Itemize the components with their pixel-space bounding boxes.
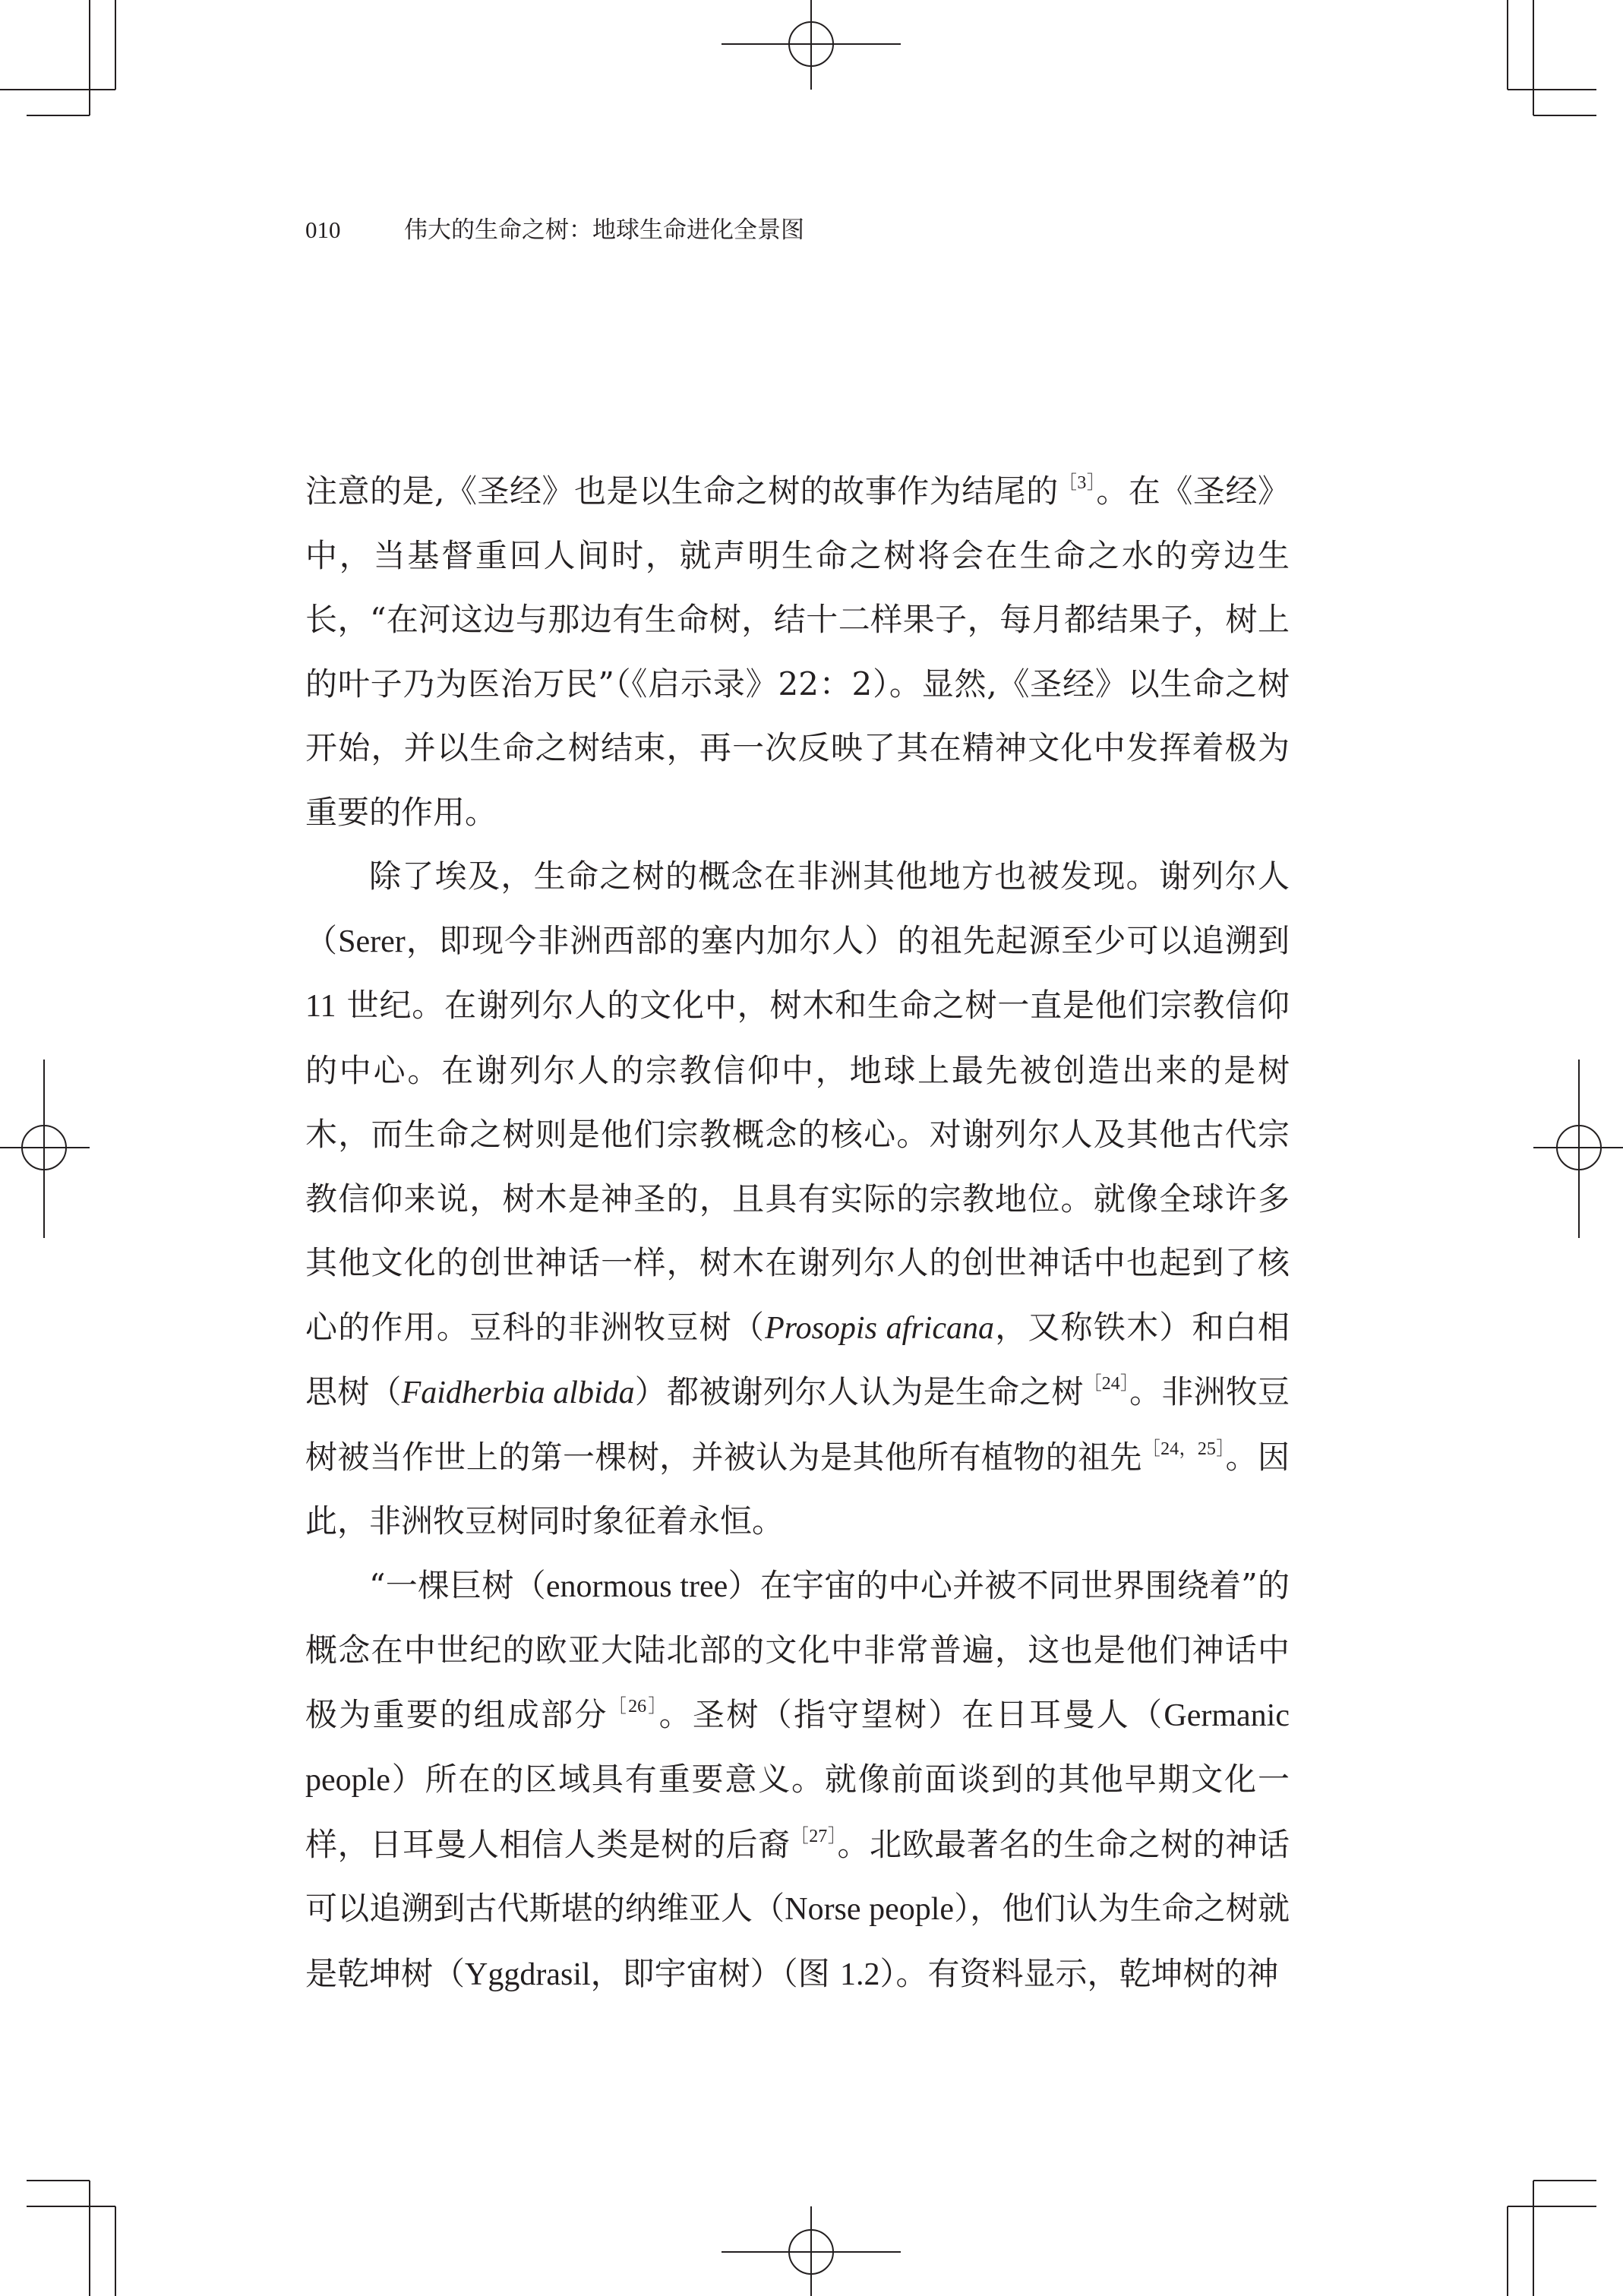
latin-term: Norse people — [785, 1892, 955, 1927]
citation-ref: ［24］ — [1083, 1374, 1130, 1394]
latin-term: 1.2 — [840, 1956, 880, 1992]
body-text — [305, 460, 1290, 2007]
running-header — [305, 211, 804, 249]
species-name: Faidherbia albida — [401, 1375, 635, 1410]
text-run: ）。有资料显示，乾坤树的神 — [879, 1954, 1279, 1992]
text-run: ），他们认为生命之树就是乾坤树（ — [305, 1890, 1290, 1992]
latin-term: Serer — [338, 924, 406, 959]
latin-term: Yggdrasil — [465, 1956, 591, 1992]
latin-term: enormous tree — [545, 1568, 728, 1604]
book-title: 伟大的生命之树：地球生命进化全景图 — [404, 216, 804, 244]
text-run: 世纪。在谢列尔人的文化中，树木和生命之树一直是他们宗教信仰的中心。在谢列尔人的宗教信仰中，地球上最先被创造出来的是树木，而生命之树则是他们宗教概念的核心。对谢列尔人及其他古代宗教信仰来说，树木是神圣的，且具有实际的宗教地位。就像全球许多其他文化的创世神话一样，树木在谢列尔人的创世神话中也起到了核心的作用。豆科的非洲牧豆树（ — [305, 987, 1290, 1346]
page-number: 010 — [305, 216, 341, 243]
text-run: 注意的是,《圣经》也是以生命之树的故事作为结尾的 — [305, 472, 1059, 510]
citation-ref: ［27］ — [790, 1826, 838, 1846]
text-run: ）都被谢列尔人认为是生命之树 — [634, 1373, 1084, 1410]
text-run: 。非洲牧豆树被当作世上的第一棵树，并被认为是其他所有植物的祖先 — [305, 1373, 1290, 1476]
text-run: ，又称铁木）和白相思树（ — [305, 1308, 1290, 1410]
text-run: 。在《圣经》中，当基督重回人间时，就声明生命之树将会在生命之水的旁边生长，“在河这边与那边有生命树，结十二样果子，每月都结果子，树上的叶子乃为医治万民”（《启示录》22：2）。显然,《圣经》以生命之树开始，并以生命之树结束，再一次反映了其在精神文化中发挥着极为重要的作用。 — [305, 472, 1290, 831]
text-run: ）在宇宙的中心并被不同世界围绕着”的概念在中世纪的欧亚大陆北部的文化中非常普遍，这也是他们神话中极为重要的组成部分 — [305, 1566, 1290, 1733]
text-run: 。圣树（指守望树）在日耳曼人（ — [658, 1695, 1164, 1733]
paragraph — [305, 845, 1290, 1554]
text-run: 除了埃及，生命之树的概念在非洲其他地方也被发现。谢列尔人（ — [305, 857, 1290, 959]
text-run: 。北欧最著名的生命之树的神话可以追溯到古代斯堪的纳维亚人（ — [305, 1825, 1290, 1927]
text-run: “一棵巨树（ — [369, 1566, 546, 1604]
text-run: ）所在的区域具有重要意义。就像前面谈到的其他早期文化一样，日耳曼人相信人类是树的后裔 — [305, 1761, 1290, 1863]
text-run: 。因此，非洲牧豆树同时象征着永恒。 — [305, 1438, 1290, 1540]
citation-ref: ［24，25］ — [1141, 1439, 1226, 1459]
text-run: ，即现今非洲西部的塞内加尔人）的祖先起源至少可以追溯到 — [405, 921, 1290, 959]
species-name: Prosopis africana — [765, 1310, 994, 1346]
paragraph — [305, 1554, 1290, 2007]
paragraph — [305, 460, 1290, 845]
citation-ref: ［3］ — [1058, 473, 1097, 493]
text-run: ，即宇宙树）（图 — [590, 1954, 841, 1992]
latin-term: Germanic people — [305, 1698, 1290, 1798]
citation-ref: ［26］ — [608, 1696, 659, 1716]
latin-term: 11 — [305, 989, 336, 1024]
